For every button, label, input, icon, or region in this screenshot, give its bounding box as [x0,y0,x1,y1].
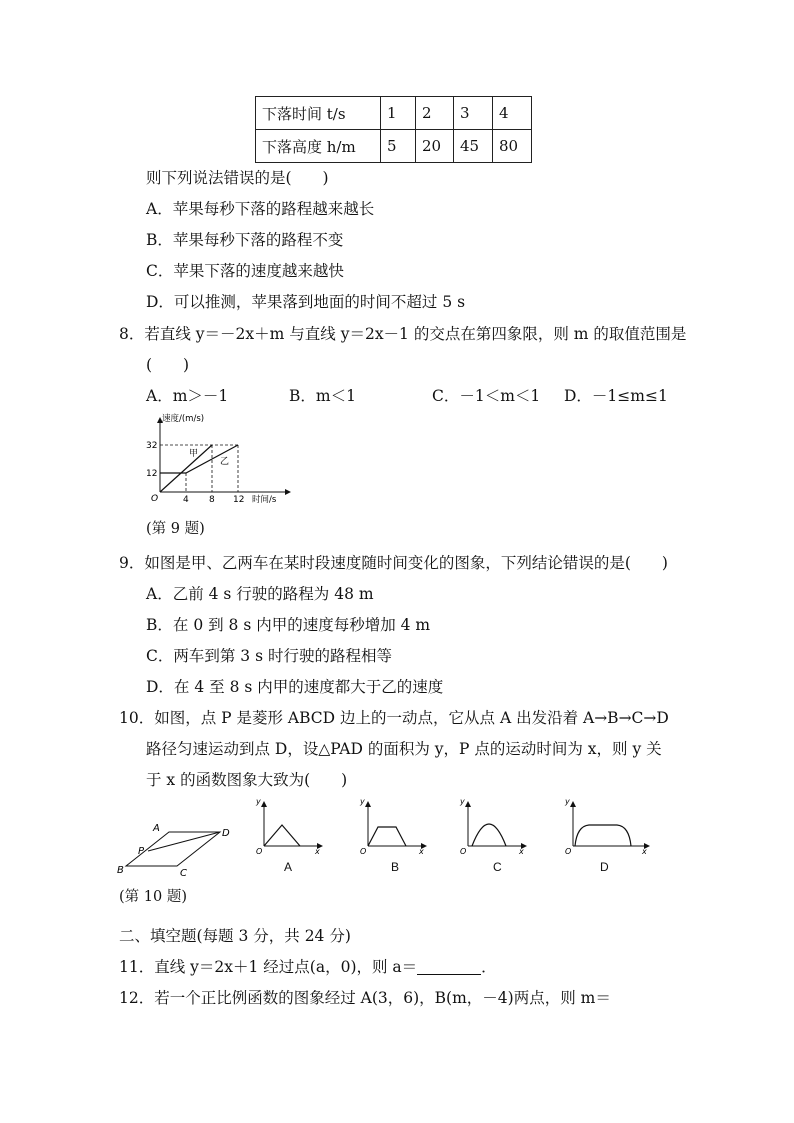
fig9-caption: (第 9 题) [146,521,205,537]
point-p: P [138,846,145,857]
axis-x: x [419,847,424,856]
q9-stem: 9．如图是甲、乙两车在某时段速度随时间变化的图象，下列结论错误的是( ) [119,554,668,572]
graph-label-d: D [600,860,609,874]
axis-y: y [565,797,570,806]
y-tick-12: 12 [146,469,158,479]
table-cell: 80 [493,130,532,163]
origin: O [256,847,263,856]
rhombus-figure [114,818,236,880]
q9-option-a: A．乙前 4 s 行驶的路程为 48 m [146,585,374,603]
q10-line1: 10．如图，点 P 是菱形 ABCD 边上的一动点，它从点 A 出发沿着 A→B→C→D [119,709,669,727]
table-cell: 3 [454,97,493,130]
graph-label-a: A [284,860,293,874]
q12-text: 12．若一个正比例函数的图象经过 A(3，6)，B(m，－4)两点，则 m＝ [119,989,611,1007]
option-graph-b [358,796,430,856]
table-cell: 4 [493,97,532,130]
q8-option-c: C．－1＜m＜1 [432,387,541,405]
graph-label-c: C [493,860,502,874]
axis-x: x [519,847,524,856]
q7-option-d: D．可以推测，苹果落到地面的时间不超过 5 s [146,293,466,311]
row-label: 下落高度 h/m [256,130,381,163]
section2-heading: 二、填空题(每题 3 分，共 24 分) [119,927,351,945]
q8-option-d: D．－1≤m≤1 [564,387,668,405]
q11-end: ． [481,958,497,976]
table-row [256,97,532,130]
q7-option-b: B．苹果每秒下落的路程不变 [146,231,344,249]
table-cell: 5 [381,130,416,163]
vertex-d: D [222,828,230,839]
option-graph-a [254,796,326,856]
table-row [256,130,532,163]
axis-x: x [315,847,320,856]
y-tick-32: 32 [146,441,158,451]
axis-y: y [360,797,365,806]
origin: O [360,847,367,856]
row-label: 下落时间 t/s [256,97,381,130]
q8-option-b: B．m＜1 [289,387,356,405]
option-graph-c [458,796,530,856]
table-cell: 45 [454,130,493,163]
option-graph-d [563,796,653,856]
q7-option-a: A．苹果每秒下落的路程越来越长 [146,200,375,218]
table-cell: 1 [381,97,416,130]
y-axis-label: 速度/(m/s) [162,414,205,424]
q11-answer-blank[interactable] [417,958,481,975]
x-axis-label: 时间/s [252,495,277,505]
q11-text: 11．直线 y＝2x＋1 经过点(a，0)，则 a＝ [119,958,418,976]
table-cell: 20 [416,130,454,163]
q10-line2: 路径匀速运动到点 D，设△PAD 的面积为 y，P 点的运动时间为 x，则 y 关 [146,740,662,758]
q10-line3: 于 x 的函数图象大致为( ) [146,771,348,789]
q9-option-c: C．两车到第 3 s 时行驶的路程相等 [146,647,392,665]
origin-label: O [151,494,159,504]
table-cell: 2 [416,97,454,130]
vertex-a: A [153,823,160,834]
q8-stem: 8．若直线 y＝－2x＋m 与直线 y＝2x－1 的交点在第四象限，则 m 的取值范围是 [119,325,687,343]
x-tick-8: 8 [209,495,215,505]
graph-label-b: B [391,860,400,874]
q11-line [119,957,497,977]
x-tick-4: 4 [183,495,189,505]
q9-option-d: D．在 4 至 8 s 内甲的速度都大于乙的速度 [146,678,444,696]
axis-y: y [460,797,465,806]
axis-y: y [256,797,261,806]
q8-paren: ( ) [146,356,190,374]
label-yi: 乙 [220,457,230,467]
x-tick-12: 12 [233,495,245,505]
fig10-caption: (第 10 题) [119,889,187,905]
axis-x: x [642,847,647,856]
origin: O [460,847,467,856]
vertex-b: B [117,865,124,876]
q9-option-b: B．在 0 到 8 s 内甲的速度每秒增加 4 m [146,616,431,634]
q7-option-c: C．苹果下落的速度越来越快 [146,262,344,280]
vertex-c: C [180,868,187,879]
q7-stem: 则下列说法错误的是( ) [146,169,329,187]
label-jia: 甲 [189,449,199,459]
fig9-velocity-graph [140,412,300,508]
origin: O [565,847,572,856]
data-table [255,96,532,163]
q8-option-a: A．m＞－1 [146,387,229,405]
